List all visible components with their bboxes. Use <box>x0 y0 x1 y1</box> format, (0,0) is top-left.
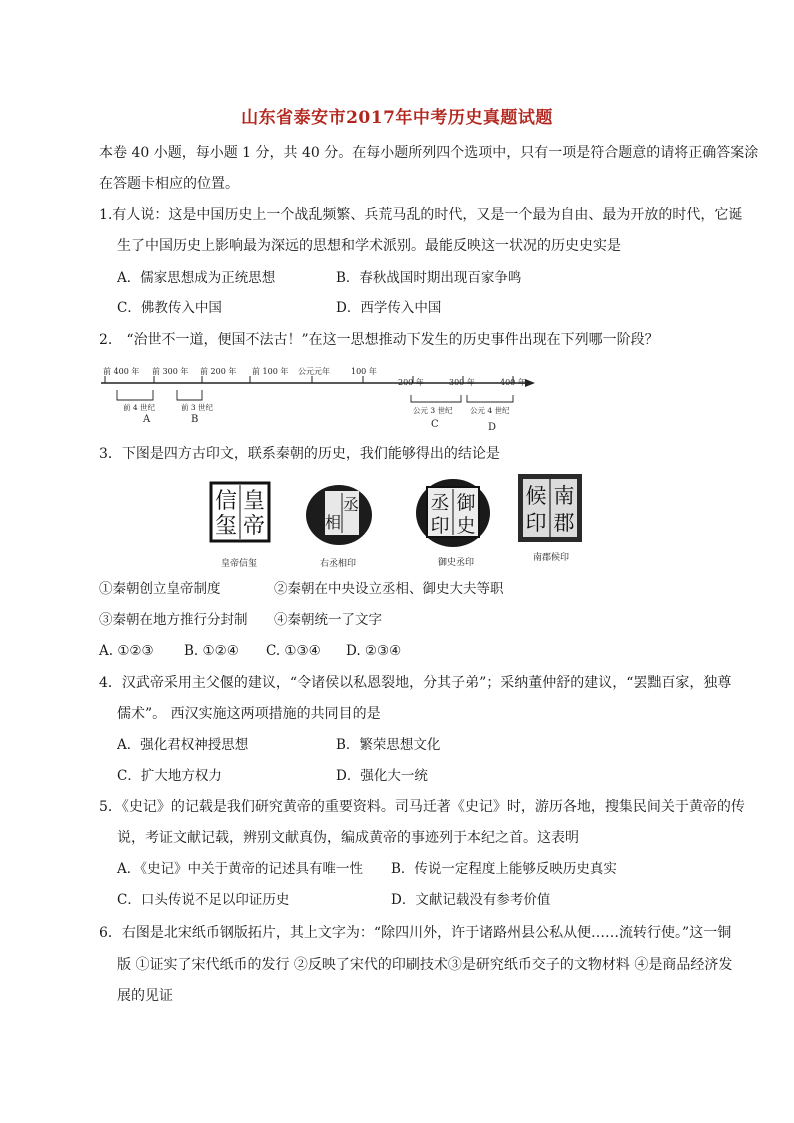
segment-label-c: 公元 3 世纪 <box>413 406 453 415</box>
q2-timeline <box>95 362 545 438</box>
svg-text:候: 候 <box>525 484 547 508</box>
svg-text:郡: 郡 <box>553 511 575 535</box>
svg-text:丞: 丞 <box>430 492 450 514</box>
q4-option-c: C．扩大地方权力 <box>117 768 222 784</box>
q3-statement-2: ②秦朝在中央设立丞相、御史大夫等职 <box>274 581 504 597</box>
q5-option-c: C．口头传说不足以印证历史 <box>117 892 290 908</box>
q4-stem-line-1: 4．汉武帝采用主父偃的建议，“令诸侯以私恩裂地，分其子弟”；采纳董仲舒的建议，“罢黜百家，独尊 <box>99 675 732 691</box>
q3-stem: 3．下图是四方古印文，联系秦朝的历史，我们能够得出的结论是 <box>99 446 500 462</box>
seal-image-2 <box>303 481 375 547</box>
intro-line-1: 本卷 40 小题，每小题 1 分，共 40 分。在每小题所列四个选项中，只有一项是符合题意的请将正确答案涂 <box>99 145 759 161</box>
segment-letter-a: A <box>143 414 151 425</box>
tick-label: 公元元年 <box>298 367 330 376</box>
seal-caption-1: 皇帝信玺 <box>221 559 258 569</box>
svg-text:印: 印 <box>430 515 450 537</box>
q6-stem-line-3: 展的见证 <box>117 988 173 1004</box>
intro-line-2: 在答题卡相应的位置。 <box>99 176 239 192</box>
q4-stem-line-2: 儒术”。 西汉实施这两项措施的共同目的是 <box>117 706 381 722</box>
q1-stem-line-2: 生了中国历史上影响最为深远的思想和学术派别。最能反映这一状况的历史史实是 <box>117 238 621 254</box>
q4-option-a: A．强化君权神授思想 <box>117 737 249 753</box>
q1-option-a: A．儒家思想成为正统思想 <box>117 270 276 286</box>
q5-option-a: A．《史记》中关于黄帝的记述具有唯一性 <box>117 861 363 877</box>
segment-letter-d: D <box>488 422 497 433</box>
q3-option-b: B. ①②④ <box>184 643 239 659</box>
svg-text:南: 南 <box>553 484 575 508</box>
q3-statement-4: ④秦朝统一了文字 <box>274 612 382 628</box>
q6-stem-line-1: 6．右图是北宋纸币钢版拓片，其上文字为：“除四川外，许于诸路州县公私从便……流转行使。”这一铜 <box>99 925 732 941</box>
q3-option-c: C. ①③④ <box>266 643 321 659</box>
q1-option-c: C．佛教传入中国 <box>117 300 222 316</box>
svg-text:相: 相 <box>324 513 342 532</box>
q4-option-b: B．繁荣思想文化 <box>336 737 441 753</box>
svg-text:皇: 皇 <box>242 489 266 514</box>
svg-text:印: 印 <box>525 511 547 535</box>
segment-letter-c: C <box>431 419 439 430</box>
tick-label: 前 300 年 <box>152 367 189 376</box>
tick-label: 前 200 年 <box>200 367 237 376</box>
svg-text:帝: 帝 <box>242 514 266 539</box>
segment-label-a: 前 4 世纪 <box>123 403 156 412</box>
tick-label: 300 年 <box>449 378 475 387</box>
q5-option-d: D．文献记载没有参考价值 <box>391 892 551 908</box>
seal-image-1 <box>209 481 271 543</box>
tick-label: 前 400 年 <box>103 367 140 376</box>
tick-label: 前 100 年 <box>252 367 289 376</box>
tick-label: 200 年 <box>398 378 424 387</box>
q3-option-d: D. ②③④ <box>346 643 402 659</box>
q3-option-a: A. ①②③ <box>99 643 154 659</box>
q5-stem-line-1: 5．《史记》的记载是我们研究黄帝的重要资料。司马迁著《史记》时，游历各地，搜集民间关于黄帝的传 <box>99 799 745 815</box>
q1-stem-line-1: 1.有人说：这是中国历史上一个战乱频繁、兵荒马乱的时代，又是一个最为自由、最为开放的时代，它诞 <box>99 207 743 223</box>
q2-stem: 2. “治世不一道，便国不法古！”在这一思想推动下发生的历史事件出现在下列哪一阶段？ <box>99 332 659 348</box>
seal-image-3 <box>413 475 493 549</box>
q3-statement-1: ①秦朝创立皇帝制度 <box>99 581 221 597</box>
q1-option-d: D．西学传入中国 <box>336 300 442 316</box>
svg-text:御: 御 <box>456 492 476 514</box>
svg-text:玺: 玺 <box>214 514 238 539</box>
timeline-arrowhead <box>525 379 535 387</box>
q5-option-b: B．传说一定程度上能够反映历史真实 <box>391 861 617 877</box>
segment-label-d: 公元 4 世纪 <box>470 406 510 415</box>
segment-label-b: 前 3 世纪 <box>181 403 214 412</box>
q5-stem-line-2: 说，考证文献记载，辨别文献真伪，编成黄帝的事迹列于本纪之首。这表明 <box>117 830 579 846</box>
seal-caption-4: 南郡候印 <box>533 553 570 563</box>
q1-option-b: B．春秋战国时期出现百家争鸣 <box>336 270 522 286</box>
q6-stem-line-2: 版 ①证实了宋代纸币的发行 ②反映了宋代的印刷技术③是研究纸币交子的文物材料 ④是商品经济发 <box>117 957 733 973</box>
svg-text:信: 信 <box>214 489 238 514</box>
svg-text:史: 史 <box>456 515 476 537</box>
tick-label: 100 年 <box>351 367 377 376</box>
tick-label: 400 年 <box>500 378 526 387</box>
q4-option-d: D．强化大一统 <box>336 768 428 784</box>
seal-image-4 <box>517 473 583 543</box>
q3-statement-3: ③秦朝在地方推行分封制 <box>99 612 248 628</box>
segment-letter-b: B <box>191 414 199 425</box>
svg-text:丞: 丞 <box>342 495 360 514</box>
seal-caption-2: 右丞相印 <box>320 559 357 569</box>
page-title: 山东省泰安市2017年中考历史真题试题 <box>241 108 553 128</box>
seal-caption-3: 御史丞印 <box>438 558 475 568</box>
